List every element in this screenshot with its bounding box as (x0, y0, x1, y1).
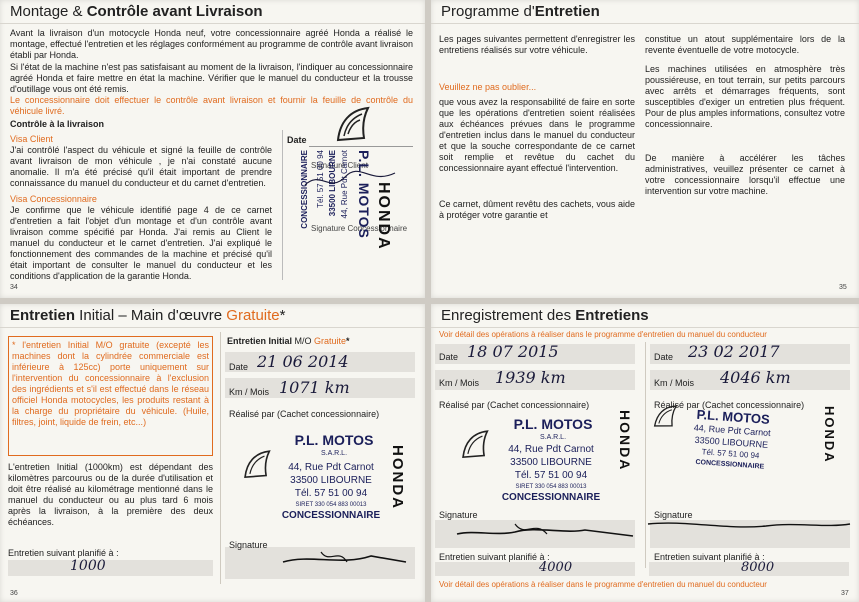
page-title: Entretien Initial – Main d'œuvre Gratuite* (0, 304, 425, 328)
signature-label: Signature (439, 510, 478, 520)
done-by-label: Réalisé par (Cachet concessionnaire) (654, 400, 805, 410)
client-signature (300, 165, 400, 195)
page-35 (431, 0, 859, 298)
service-record-1 (435, 342, 641, 568)
dealer-stamp: P.L. MOTOS S.A.R.L. 44, Rue Pdt Carnot 33500 LIBOURNE Tél. 57 51 00 94 SIRET 330 054 883 00013 CONCESSIONNAIRE (475, 414, 625, 514)
next-service-box (8, 560, 213, 576)
done-by-label: Réalisé par (Cachet concessionnaire) (229, 409, 380, 419)
signature-client-label: Signature Client (311, 161, 368, 170)
intro-paragraph: Les pages suivantes permettent d'enregistrer les entretiens réalisés sur votre véhicule. (439, 34, 635, 55)
visa-concessionnaire-text: Je confirme que le véhicule identifié page 4 de ce carnet d'entretien a fait l'objet d'un montage et d'un contrôle avant livraison comme spécifié par Honda. J'ai remis au Client le manuel du conducteur et le carnet d'entretien. J'ai expliqué le fonctionnement des commandes de la machine et précisé qu'il était important de consulter le manuel du conducteur et les conditions d'application de la garantie Honda. (10, 205, 272, 281)
visa-client-heading: Visa Client (10, 134, 53, 144)
visa-concessionnaire-heading: Visa Concessionnaire (10, 194, 97, 204)
page-36 (0, 304, 425, 602)
dealer-stamp: P.L. MOTOS S.A.R.L. 44, Rue Pdt Carnot 33500 LIBOURNE Tél. 57 51 00 94 SIRET 330 054 883 00013 CONCESSIONNAIRE (261, 430, 401, 542)
dealer-signature (646, 512, 852, 542)
dealer-stamp: P.L. MOTOS 44, Rue Pdt Carnot 33500 LIBOURNE Tél. 57 51 00 94 CONCESSIONNAIRE (653, 402, 828, 494)
dealer-signature (455, 514, 635, 544)
responsibility-paragraph: que vous avez la responsabilité de faire en sorte que les opérations d'entretien soient réalisées aux échéances prévues dans le programme d'entretien inclus dans le manuel du conducteur et que la souche correspondante de ce carnet soit remplie et revêtue du cachet du concessionnaire ayant effectué l'intervention. (439, 97, 635, 173)
service-record-2 (645, 342, 856, 568)
km-label: Km / Mois (229, 387, 270, 397)
initial-service-form (220, 332, 421, 584)
resale-paragraph: constitue un atout supplémentaire lors de la revente éventuelle de votre motocycle. (645, 34, 845, 55)
km-value: 1071 km (279, 378, 350, 397)
page-number: 37 (841, 590, 849, 597)
intro-paragraph: Avant la livraison d'un motocycle Honda neuf, votre concessionnaire agréé Honda a réalisé le montage, effectué l'entretien et les réglages conformément au programme de contrôle avant livraison établi par Honda. (10, 28, 413, 60)
km-label: Km / Mois (654, 378, 695, 388)
dealer-stamp-1: CONCESSIONNAIRE (300, 150, 309, 229)
honda-stamp: HONDA (389, 445, 406, 510)
dealer-stamp-1-addr: 44, Rue Pdt Carnot (340, 150, 349, 219)
page-34 (0, 0, 425, 298)
date-label: Date (229, 362, 249, 372)
dealer-signature (281, 544, 411, 574)
intro-warning: Le concessionnaire doit effectuer le contrôle avant livraison et fournir la feuille de contrôle du véhicule livré. (10, 95, 413, 116)
honda-wing-logo (459, 428, 493, 462)
date-value: 21 06 2014 (257, 352, 349, 371)
next-service-label: Entretien suivant planifié à : (8, 548, 119, 558)
intro-paragraph-2: Si l'état de la machine n'est pas satisfaisant au moment de la livraison, l'indiquer au concessionnaire agréé Honda et faire mettre en état la machine. Vérifier que le manuel du conducteur et la trousse d'outillage vous ont été remis. (10, 62, 413, 94)
dealer-stamp-1-city: 33500 LIBOURNE (328, 150, 337, 217)
honda-wing-logo (651, 402, 681, 432)
date-label: Date (654, 352, 674, 362)
dealer-stamp-1-name: P.L. MOTOS (356, 150, 372, 239)
date-line (309, 146, 413, 147)
honda-stamp-1: HONDA (375, 182, 392, 251)
initial-service-paragraph: L'entretien Initial (1000km) est dépendant des kilomètres parcourus ou de la durée d'utilisation et doit être réalisé au kilométrage mentionné dans le manuel du conducteur ou au plus tard 6 mois après la livraison, à la première des deux échéances. (8, 462, 213, 527)
visa-client-text: J'ai contrôlé l'aspect du véhicule et signé la feuille de contrôle avant livraison de mon véhicule , je n'ai constaté aucune anomalie. Il m'a été précisé qu'il était important de prendre connaissance du manuel du conducteur et du carnet d'entretien. (10, 145, 272, 188)
page-title: Montage & Contrôle avant Livraison (0, 0, 425, 24)
km-value: 1939 km (495, 368, 566, 387)
honda-stamp: HONDA (617, 410, 633, 472)
date-label: Date (287, 135, 307, 145)
page-37 (431, 304, 859, 602)
next-service-box-1 (435, 562, 635, 576)
bottom-note: Voir détail des opérations à réaliser dans le programme d'entretien du manuel du conducteur (439, 580, 767, 589)
signature-label: Signature (229, 540, 268, 550)
form-title: Entretien Initial M/O Gratuite* (227, 336, 350, 346)
top-note: Voir détail des opérations à réaliser dans le programme d'entretien du manuel du conducteur (439, 330, 767, 339)
signature-label: Signature (654, 510, 693, 520)
date-value: 18 07 2015 (467, 342, 559, 361)
km-label: Km / Mois (439, 378, 480, 388)
admin-paragraph: De manière à accélérer les tâches administratives, veuillez présenter ce carnet à votre concessionnaire lorsqu'il effectue une intervention sur votre machine. (645, 153, 845, 196)
date-label: Date (439, 352, 459, 362)
page-number: 35 (839, 284, 847, 291)
honda-wing-logo (241, 448, 275, 482)
page-title: Enregistrement des Entretiens (431, 304, 859, 328)
done-by-label: Réalisé par (Cachet concessionnaire) (439, 400, 590, 410)
honda-stamp: HONDA (822, 406, 837, 464)
page-number: 34 (10, 284, 18, 291)
next-service-label: Entretien suivant planifié à : (439, 552, 550, 562)
next-service-value-2: 8000 (741, 560, 775, 575)
page-number: 36 (10, 590, 18, 597)
km-value: 4046 km (720, 368, 791, 387)
section-heading: Contrôle à la livraison (10, 119, 105, 129)
next-service-value: 1000 (70, 558, 106, 574)
date-value: 23 02 2017 (688, 342, 780, 361)
next-service-label: Entretien suivant planifié à : (654, 552, 765, 562)
honda-wing-logo (334, 104, 374, 146)
dusty-conditions-paragraph: Les machines utilisées en atmosphère très poussiéreuse, en tout terrain, sur petits parcours avec arrêts et démarrages fréquents, sont susceptibles d'exiger un entretien plus fréquent. Pour de plus amples informations, consultez votre concessionnaire. (645, 64, 845, 129)
page-title: Programme d'Entretien (431, 0, 859, 24)
warranty-paragraph: Ce carnet, dûment revêtu des cachets, vous aide à protéger votre garantie et (439, 199, 635, 220)
next-service-value-1: 4000 (539, 560, 573, 575)
free-labour-note: * l'entretien Initial M/O gratuite (excepté les machines dont la cylindrée commerciale est inférieure à 125cc) porte uniquement sur l'intervention du concessionnaire à l'exclusion des ingrédients et s'il est effectué dans le réseau officiel Honda motocycles, les produits restant à la charge du propriétaire du véhicule. (Huile, filtres, joint, liquide de frein, etc...) (8, 336, 213, 456)
signature-concessionnaire-label: Signature Concessionnaire (311, 224, 408, 233)
dealer-stamp-1-tel: Tél. 57 51 00 94 (316, 150, 325, 208)
reminder-heading: Veuillez ne pas oublier... (439, 82, 537, 92)
